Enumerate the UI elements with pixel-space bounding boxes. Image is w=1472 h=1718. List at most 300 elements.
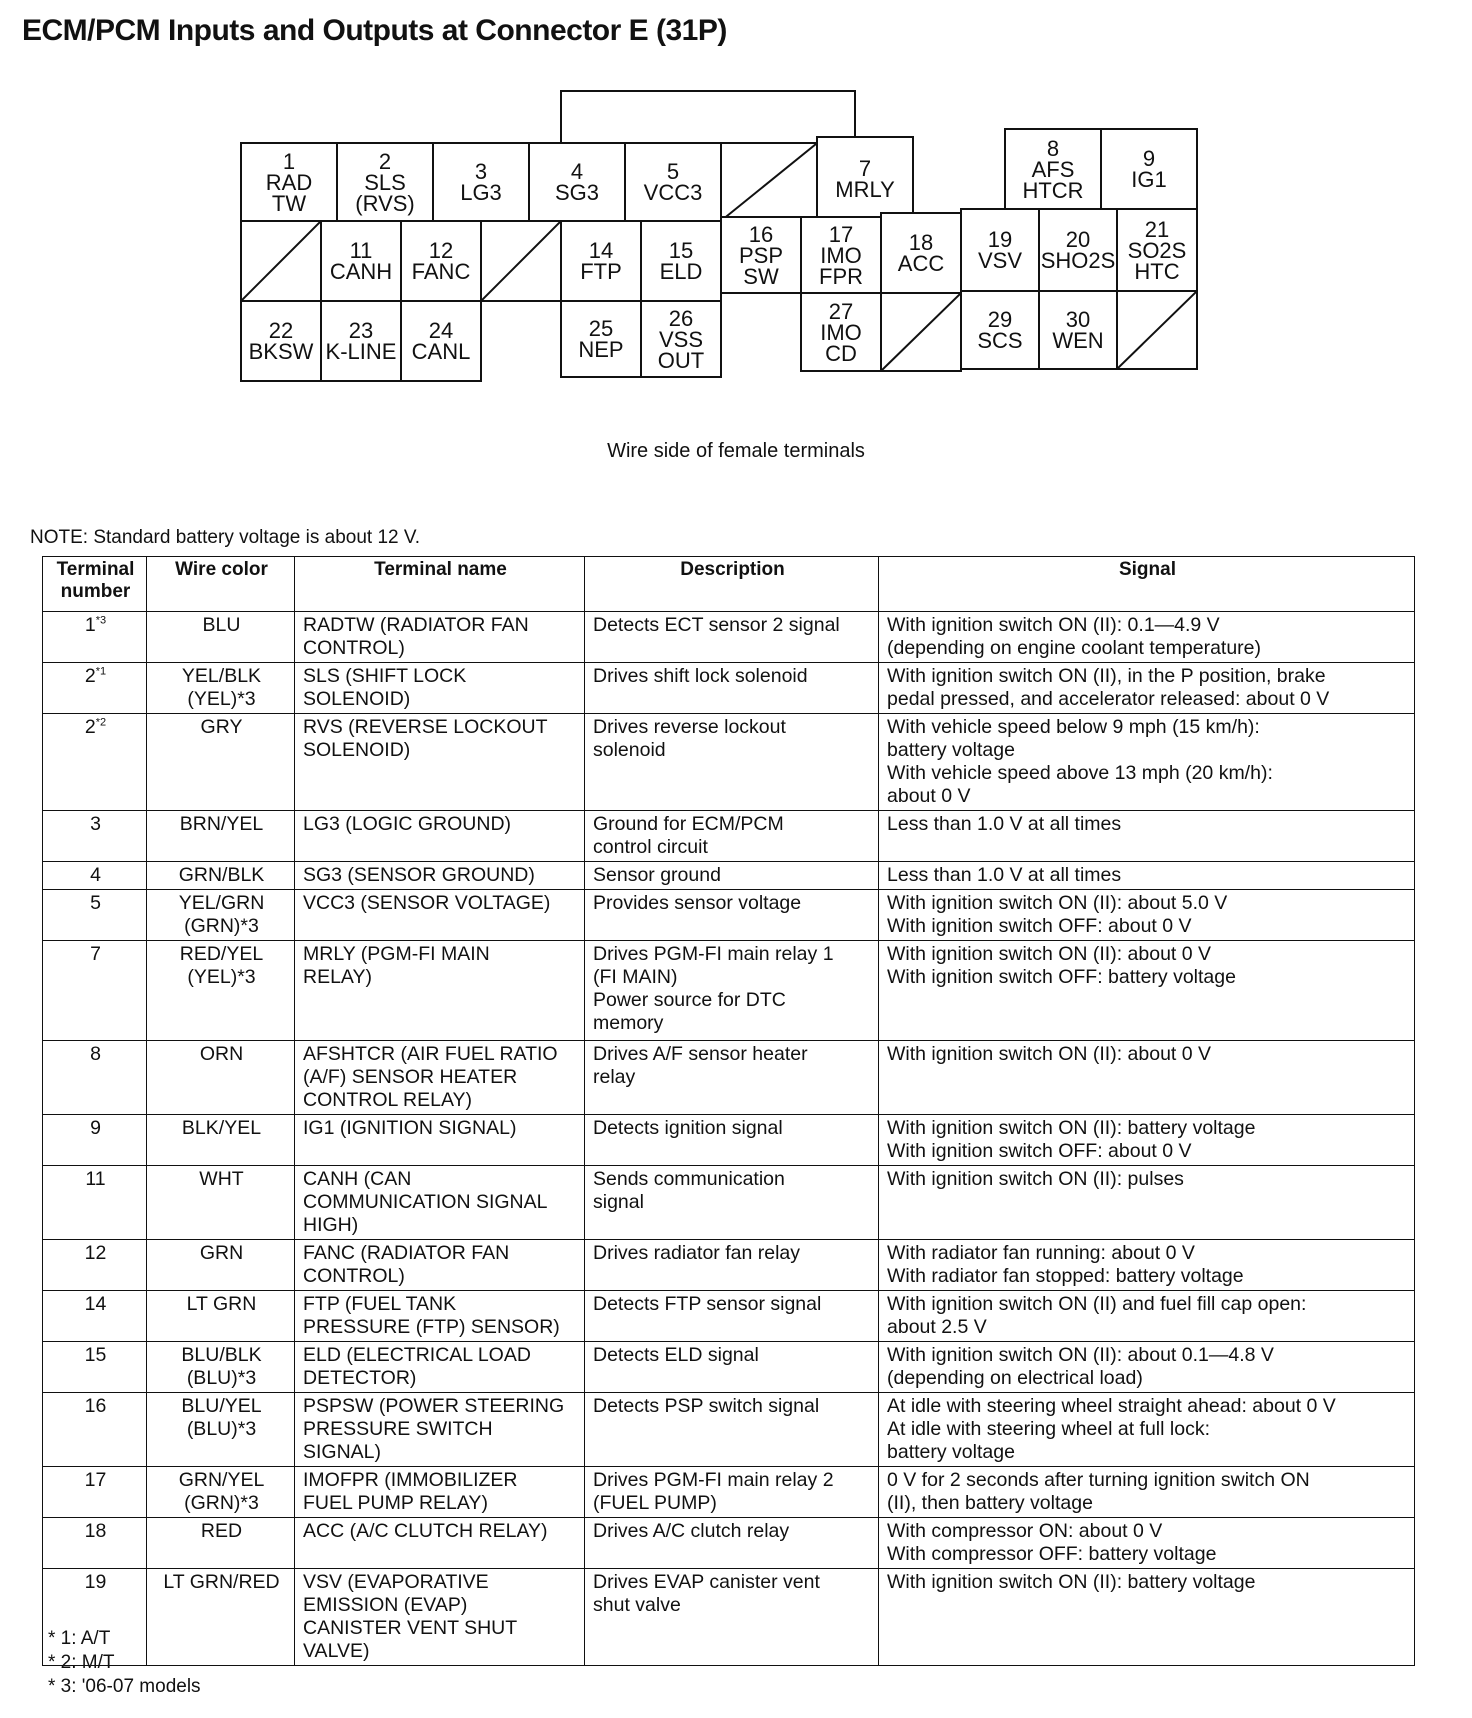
cell-description bbox=[585, 714, 879, 811]
cell-signal-line: battery voltage bbox=[887, 739, 1015, 761]
terminal-30 bbox=[1038, 290, 1118, 370]
cell-description-line: Detects ELD signal bbox=[593, 1344, 759, 1366]
cell-terminal-name-line: CONTROL) bbox=[303, 637, 405, 659]
cell-terminal-name-line: CONTROL) bbox=[303, 1265, 405, 1287]
terminal-19 bbox=[960, 208, 1040, 292]
cell-signal-line: At idle with steering wheel straight ahead: about 0 V bbox=[887, 1395, 1336, 1417]
cell-description bbox=[585, 1115, 879, 1166]
connector-key bbox=[560, 90, 856, 144]
cell-terminal-name bbox=[295, 811, 585, 862]
cell-wire-color-line: GRN bbox=[199, 1242, 244, 1264]
terminal-label: PSP SW bbox=[738, 242, 784, 289]
terminal-number: 27 bbox=[828, 298, 854, 324]
terminal-number: 25 bbox=[588, 316, 614, 341]
cell-wire-color bbox=[147, 1342, 295, 1393]
table-row bbox=[43, 941, 1415, 1041]
cell-signal bbox=[879, 1291, 1415, 1342]
empty-slot-mark bbox=[1118, 292, 1196, 368]
terminal-6-empty bbox=[720, 142, 818, 222]
cell-description-line: Detects FTP sensor signal bbox=[593, 1293, 822, 1315]
cell-wire-color bbox=[147, 714, 295, 811]
cell-description-line: Drives A/C clutch relay bbox=[593, 1520, 790, 1542]
cell-terminal bbox=[43, 890, 147, 941]
terminal-number: 17 bbox=[828, 221, 854, 247]
cell-terminal-name-line: PRESSURE (FTP) SENSOR) bbox=[303, 1316, 560, 1338]
cell-terminal-name-line: PRESSURE SWITCH bbox=[303, 1418, 493, 1440]
footnote-ref: *1 bbox=[95, 665, 107, 678]
cell-signal-line: With compressor OFF: battery voltage bbox=[887, 1543, 1217, 1565]
cell-terminal-name-line: FUEL PUMP RELAY) bbox=[303, 1492, 488, 1514]
terminal-label: CANL bbox=[411, 339, 471, 364]
page-title: ECM/PCM Inputs and Outputs at Connector E (31P) bbox=[22, 14, 727, 47]
table-header-row bbox=[43, 557, 1415, 612]
terminal-18 bbox=[880, 212, 962, 294]
cell-terminal bbox=[43, 1041, 147, 1115]
signal-table bbox=[42, 556, 1415, 1666]
cell-description-line: Detects ECT sensor 2 signal bbox=[593, 614, 840, 636]
cell-signal-line: (depending on electrical load) bbox=[887, 1367, 1143, 1389]
footnote-1: * 1: A/T bbox=[48, 1628, 111, 1649]
terminal-number: 18 bbox=[908, 230, 934, 255]
terminal-label: FTP bbox=[580, 259, 622, 284]
cell-wire-color bbox=[147, 1291, 295, 1342]
cell-terminal-name bbox=[295, 1115, 585, 1166]
cell-signal bbox=[879, 1393, 1415, 1467]
cell-description bbox=[585, 1518, 879, 1569]
cell-signal bbox=[879, 811, 1415, 862]
cell-terminal-name-line: IMOFPR (IMMOBILIZER bbox=[303, 1469, 518, 1491]
cell-description bbox=[585, 890, 879, 941]
terminal-number: 20 bbox=[1065, 227, 1091, 252]
terminal-1 bbox=[240, 142, 338, 222]
terminal-label: NEP bbox=[578, 337, 624, 362]
table-row bbox=[43, 1569, 1415, 1666]
terminal-number: 15 bbox=[668, 238, 694, 263]
cell-terminal-name-line: HIGH) bbox=[303, 1214, 359, 1236]
cell-terminal-name-line: VSV (EVAPORATIVE bbox=[303, 1571, 489, 1593]
cell-wire-color bbox=[147, 1518, 295, 1569]
cell-wire-color bbox=[147, 1467, 295, 1518]
terminal-number: 21 bbox=[1144, 216, 1170, 242]
empty-slot-mark bbox=[882, 294, 960, 370]
terminal-21 bbox=[1116, 208, 1198, 292]
cell-terminal-name bbox=[295, 862, 585, 890]
table-row bbox=[43, 1393, 1415, 1467]
cell-terminal-name-line: LG3 (LOGIC GROUND) bbox=[303, 813, 512, 835]
cell-terminal-name bbox=[295, 1467, 585, 1518]
cell-signal-line: With ignition switch OFF: about 0 V bbox=[887, 1140, 1192, 1162]
cell-terminal-name-line: SOLENOID) bbox=[303, 688, 411, 710]
cell-terminal-name bbox=[295, 1041, 585, 1115]
cell-terminal bbox=[43, 663, 147, 714]
connector-caption: Wire side of female terminals bbox=[607, 440, 865, 462]
cell-terminal-name bbox=[295, 1240, 585, 1291]
empty-slot-mark bbox=[482, 222, 560, 300]
cell-description-line: memory bbox=[593, 1012, 664, 1034]
cell-terminal-name bbox=[295, 714, 585, 811]
cell-terminal-name bbox=[295, 612, 585, 663]
cell-description-line: Drives EVAP canister vent bbox=[593, 1571, 820, 1593]
cell-description-line: Detects ignition signal bbox=[593, 1117, 783, 1139]
cell-terminal-name-line: SG3 (SENSOR GROUND) bbox=[303, 864, 535, 886]
cell-terminal-name bbox=[295, 1569, 585, 1666]
cell-terminal-name bbox=[295, 663, 585, 714]
battery-note: NOTE: Standard battery voltage is about 12 V. bbox=[30, 527, 421, 548]
cell-signal bbox=[879, 941, 1415, 1041]
table-row bbox=[43, 714, 1415, 811]
cell-signal-line: With ignition switch ON (II): about 0.1—4.8 V bbox=[887, 1344, 1274, 1366]
cell-wire-color-line: LT GRN bbox=[186, 1293, 257, 1315]
terminal-22 bbox=[240, 300, 322, 382]
cell-wire-color bbox=[147, 1041, 295, 1115]
terminal-27 bbox=[800, 292, 882, 372]
cell-terminal bbox=[43, 1240, 147, 1291]
terminal-25 bbox=[560, 300, 642, 378]
terminal-number: 14 bbox=[588, 238, 614, 263]
terminal-16 bbox=[720, 216, 802, 294]
cell-wire-color-line: (GRN)*3 bbox=[184, 1492, 259, 1514]
cell-terminal-name-line: COMMUNICATION SIGNAL bbox=[303, 1191, 548, 1213]
cell-terminal bbox=[43, 1467, 147, 1518]
table-row bbox=[43, 663, 1415, 714]
terminal-label: ELD bbox=[659, 259, 703, 284]
cell-wire-color bbox=[147, 1240, 295, 1291]
cell-terminal bbox=[43, 1342, 147, 1393]
cell-signal-line: Less than 1.0 V at all times bbox=[887, 864, 1122, 886]
terminal-17 bbox=[800, 216, 882, 294]
terminal-28-empty bbox=[880, 292, 962, 372]
cell-terminal bbox=[43, 714, 147, 811]
cell-description bbox=[585, 1467, 879, 1518]
cell-wire-color-line: (YEL)*3 bbox=[187, 966, 256, 988]
cell-signal-line: With ignition switch OFF: battery voltage bbox=[887, 966, 1236, 988]
cell-signal-line: With vehicle speed below 9 mph (15 km/h): bbox=[887, 716, 1260, 738]
terminal-value: 4 bbox=[90, 864, 101, 886]
cell-signal-line: With ignition switch ON (II): battery voltage bbox=[887, 1117, 1256, 1139]
terminal-label: SG3 bbox=[554, 180, 600, 205]
cell-terminal bbox=[43, 1518, 147, 1569]
cell-terminal-name-line: SLS (SHIFT LOCK bbox=[303, 665, 467, 687]
terminal-3 bbox=[432, 142, 530, 222]
cell-terminal-name-line: CONTROL RELAY) bbox=[303, 1089, 473, 1111]
cell-terminal bbox=[43, 862, 147, 890]
cell-terminal-name-line: FANC (RADIATOR FAN bbox=[303, 1242, 510, 1264]
cell-terminal-name-line: CANISTER VENT SHUT bbox=[303, 1617, 518, 1639]
terminal-value: 7 bbox=[90, 943, 101, 965]
cell-description-line: Sends communication bbox=[593, 1168, 785, 1190]
footnote-2: * 2: M/T bbox=[48, 1652, 115, 1673]
cell-wire-color-line: (GRN)*3 bbox=[184, 915, 259, 937]
cell-signal-line: With vehicle speed above 13 mph (20 km/h): bbox=[887, 762, 1273, 784]
cell-terminal-name-line: CANH (CAN bbox=[303, 1168, 412, 1190]
cell-wire-color-line: (YEL)*3 bbox=[187, 688, 256, 710]
terminal-label: K-LINE bbox=[325, 339, 397, 364]
terminal-number: 4 bbox=[570, 159, 584, 184]
cell-terminal-name bbox=[295, 1393, 585, 1467]
cell-terminal bbox=[43, 811, 147, 862]
terminal-26 bbox=[640, 300, 722, 378]
cell-signal bbox=[879, 612, 1415, 663]
terminal-number: 8 bbox=[1046, 135, 1060, 161]
header-wire-color: Wire color bbox=[147, 557, 295, 612]
cell-wire-color-line: YEL/BLK bbox=[181, 665, 262, 687]
terminal-label: IG1 bbox=[1131, 167, 1167, 192]
cell-signal-line: battery voltage bbox=[887, 1441, 1015, 1463]
cell-description-line: Drives reverse lockout bbox=[593, 716, 786, 738]
terminal-2 bbox=[336, 142, 434, 222]
terminal-label: VSS OUT bbox=[657, 326, 705, 373]
cell-signal-line: 0 V for 2 seconds after turning ignition switch ON bbox=[887, 1469, 1310, 1491]
cell-signal bbox=[879, 714, 1415, 811]
cell-wire-color-line: BLU/BLK bbox=[181, 1344, 262, 1366]
terminal-value: 1 bbox=[84, 614, 96, 636]
cell-description-line: shut valve bbox=[593, 1594, 681, 1616]
cell-description bbox=[585, 941, 879, 1041]
terminal-number: 24 bbox=[428, 318, 454, 343]
cell-description bbox=[585, 1041, 879, 1115]
cell-wire-color bbox=[147, 890, 295, 941]
terminal-label: SLS (RVS) bbox=[355, 169, 415, 216]
cell-description-line: Detects PSP switch signal bbox=[593, 1395, 820, 1417]
cell-terminal-name-line: SIGNAL) bbox=[303, 1441, 382, 1463]
cell-description-line: relay bbox=[593, 1066, 636, 1088]
cell-description bbox=[585, 811, 879, 862]
cell-description-line: Provides sensor voltage bbox=[593, 892, 802, 914]
terminal-7 bbox=[816, 136, 914, 222]
cell-description-line: solenoid bbox=[593, 739, 666, 761]
cell-terminal-name-line: MRLY (PGM-FI MAIN bbox=[303, 943, 490, 965]
table-row bbox=[43, 612, 1415, 663]
cell-wire-color bbox=[147, 612, 295, 663]
terminal-value: 8 bbox=[90, 1043, 101, 1065]
header-terminal-number: Terminal number bbox=[43, 557, 147, 612]
terminal-value: 18 bbox=[84, 1520, 107, 1542]
cell-wire-color-line: BLU/YEL bbox=[181, 1395, 262, 1417]
cell-signal-line: (depending on engine coolant temperature) bbox=[887, 637, 1262, 659]
cell-wire-color-line: YEL/GRN bbox=[178, 892, 265, 914]
cell-terminal-name-line: ELD (ELECTRICAL LOAD bbox=[303, 1344, 531, 1366]
terminal-number: 22 bbox=[268, 318, 294, 343]
cell-signal-line: With ignition switch ON (II): pulses bbox=[887, 1168, 1184, 1190]
cell-signal-line: With ignition switch ON (II): about 0 V bbox=[887, 943, 1212, 965]
table-row bbox=[43, 811, 1415, 862]
cell-terminal-name bbox=[295, 1518, 585, 1569]
cell-wire-color-line: (BLU)*3 bbox=[186, 1418, 257, 1440]
cell-terminal-name-line: DETECTOR) bbox=[303, 1367, 417, 1389]
table-row bbox=[43, 1467, 1415, 1518]
cell-wire-color-line: WHT bbox=[199, 1168, 244, 1190]
cell-description bbox=[585, 1291, 879, 1342]
cell-terminal bbox=[43, 1291, 147, 1342]
cell-terminal-name-line: ACC (A/C CLUTCH RELAY) bbox=[303, 1520, 548, 1542]
table-row bbox=[43, 1342, 1415, 1393]
cell-wire-color bbox=[147, 862, 295, 890]
terminal-value: 12 bbox=[84, 1242, 107, 1264]
terminal-number: 2 bbox=[378, 148, 392, 174]
cell-signal bbox=[879, 1569, 1415, 1666]
cell-terminal-name bbox=[295, 941, 585, 1041]
cell-terminal-name bbox=[295, 1342, 585, 1393]
terminal-label: IMO CD bbox=[820, 319, 862, 366]
cell-signal bbox=[879, 1240, 1415, 1291]
terminal-number: 30 bbox=[1065, 307, 1091, 332]
terminal-number: 5 bbox=[666, 159, 680, 184]
cell-terminal-name-line: SOLENOID) bbox=[303, 739, 411, 761]
cell-terminal-name-line: RELAY) bbox=[303, 966, 372, 988]
table-row bbox=[43, 1041, 1415, 1115]
terminal-23 bbox=[320, 300, 402, 382]
cell-terminal bbox=[43, 1166, 147, 1240]
terminal-label: SO2S HTC bbox=[1127, 237, 1187, 284]
cell-wire-color bbox=[147, 1115, 295, 1166]
terminal-15 bbox=[640, 220, 722, 302]
cell-terminal-name-line: (A/F) SENSOR HEATER bbox=[303, 1066, 518, 1088]
cell-wire-color bbox=[147, 1569, 295, 1666]
cell-signal-line: about 2.5 V bbox=[887, 1316, 987, 1338]
cell-terminal-name-line: FTP (FUEL TANK bbox=[303, 1293, 457, 1315]
cell-wire-color-line: BRN/YEL bbox=[179, 813, 264, 835]
cell-description bbox=[585, 1569, 879, 1666]
cell-signal-line: With ignition switch OFF: about 0 V bbox=[887, 915, 1192, 937]
cell-description bbox=[585, 1166, 879, 1240]
cell-description-line: Drives PGM-FI main relay 2 bbox=[593, 1469, 834, 1491]
terminal-24 bbox=[400, 300, 482, 382]
terminal-11 bbox=[320, 220, 402, 302]
cell-terminal-name bbox=[295, 1166, 585, 1240]
connector-diagram bbox=[0, 0, 1472, 400]
terminal-label: BKSW bbox=[248, 339, 314, 364]
cell-description-line: Drives radiator fan relay bbox=[593, 1242, 800, 1264]
cell-signal bbox=[879, 890, 1415, 941]
header-terminal-name: Terminal name bbox=[295, 557, 585, 612]
cell-signal-line: At idle with steering wheel at full lock: bbox=[887, 1418, 1210, 1440]
cell-signal bbox=[879, 862, 1415, 890]
cell-wire-color-line: LT GRN/RED bbox=[163, 1571, 280, 1593]
cell-description-line: Ground for ECM/PCM bbox=[593, 813, 784, 835]
footnote-ref: *3 bbox=[95, 614, 107, 627]
cell-signal-line: (II), then battery voltage bbox=[887, 1492, 1093, 1514]
cell-terminal-name-line: EMISSION (EVAP) bbox=[303, 1594, 468, 1616]
cell-signal-line: With ignition switch ON (II) and fuel fill cap open: bbox=[887, 1293, 1307, 1315]
cell-description bbox=[585, 1342, 879, 1393]
cell-signal-line: Less than 1.0 V at all times bbox=[887, 813, 1122, 835]
cell-wire-color bbox=[147, 663, 295, 714]
terminal-label: CANH bbox=[329, 259, 393, 284]
terminal-10-empty bbox=[240, 220, 322, 302]
cell-signal bbox=[879, 1041, 1415, 1115]
table-row bbox=[43, 1291, 1415, 1342]
terminal-29 bbox=[960, 290, 1040, 370]
terminal-number: 19 bbox=[987, 227, 1013, 252]
header-description: Description bbox=[585, 557, 879, 612]
cell-terminal-name-line: RADTW (RADIATOR FAN bbox=[303, 614, 529, 636]
terminal-9 bbox=[1100, 128, 1198, 210]
terminal-number: 3 bbox=[474, 159, 488, 184]
empty-slot-mark bbox=[722, 144, 816, 220]
cell-wire-color-line: RED/YEL bbox=[179, 943, 264, 965]
terminal-value: 19 bbox=[84, 1571, 107, 1593]
cell-signal bbox=[879, 1166, 1415, 1240]
cell-terminal bbox=[43, 1393, 147, 1467]
terminal-value: 3 bbox=[90, 813, 101, 835]
cell-description-line: (FI MAIN) bbox=[593, 966, 678, 988]
terminal-number: 1 bbox=[282, 148, 296, 174]
terminal-value: 5 bbox=[90, 892, 101, 914]
terminal-value: 11 bbox=[85, 1168, 106, 1190]
terminal-value: 16 bbox=[84, 1395, 107, 1417]
cell-signal bbox=[879, 1518, 1415, 1569]
cell-terminal-name-line: AFSHTCR (AIR FUEL RATIO bbox=[303, 1043, 558, 1065]
terminal-14 bbox=[560, 220, 642, 302]
cell-terminal bbox=[43, 1115, 147, 1166]
terminal-number: 26 bbox=[668, 305, 694, 331]
terminal-label: ACC bbox=[897, 251, 945, 276]
terminal-31-empty bbox=[1116, 290, 1198, 370]
cell-terminal bbox=[43, 1569, 147, 1666]
cell-signal-line: pedal pressed, and accelerator released: about 0 V bbox=[887, 688, 1330, 710]
terminal-4 bbox=[528, 142, 626, 222]
cell-signal bbox=[879, 1115, 1415, 1166]
terminal-number: 11 bbox=[349, 238, 373, 263]
cell-terminal-name-line: IG1 (IGNITION SIGNAL) bbox=[303, 1117, 517, 1139]
cell-wire-color-line: BLU bbox=[202, 614, 241, 636]
terminal-number: 23 bbox=[348, 318, 374, 343]
terminal-13-empty bbox=[480, 220, 562, 302]
cell-wire-color-line: (BLU)*3 bbox=[186, 1367, 257, 1389]
cell-signal-line: With ignition switch ON (II), in the P position, brake bbox=[887, 665, 1326, 687]
table-row bbox=[43, 1240, 1415, 1291]
cell-terminal-name-line: RVS (REVERSE LOCKOUT bbox=[303, 716, 548, 738]
terminal-label: RAD TW bbox=[265, 169, 313, 216]
cell-signal bbox=[879, 1467, 1415, 1518]
footnote-ref: *2 bbox=[95, 716, 107, 729]
terminal-label: WEN bbox=[1052, 328, 1104, 353]
cell-description bbox=[585, 663, 879, 714]
cell-signal bbox=[879, 663, 1415, 714]
cell-terminal-name bbox=[295, 1291, 585, 1342]
terminal-label: SHO2S bbox=[1040, 248, 1116, 273]
terminal-value: 2 bbox=[84, 716, 96, 738]
cell-wire-color-line: GRY bbox=[200, 716, 243, 738]
table-row bbox=[43, 1166, 1415, 1240]
cell-terminal-name-line: VALVE) bbox=[303, 1640, 370, 1662]
cell-signal-line: With ignition switch ON (II): battery voltage bbox=[887, 1571, 1256, 1593]
cell-wire-color-line: GRN/BLK bbox=[178, 864, 265, 886]
terminal-label: AFS HTCR bbox=[1022, 156, 1084, 203]
cell-wire-color bbox=[147, 1166, 295, 1240]
cell-signal-line: about 0 V bbox=[887, 785, 971, 807]
terminal-label: LG3 bbox=[460, 180, 502, 205]
cell-description bbox=[585, 862, 879, 890]
cell-wire-color bbox=[147, 1393, 295, 1467]
cell-terminal bbox=[43, 612, 147, 663]
terminal-number: 7 bbox=[858, 156, 872, 181]
cell-signal-line: With radiator fan running: about 0 V bbox=[887, 1242, 1195, 1264]
cell-terminal-name-line: VCC3 (SENSOR VOLTAGE) bbox=[303, 892, 551, 914]
terminal-label: IMO FPR bbox=[819, 242, 863, 289]
cell-description-line: Power source for DTC bbox=[593, 989, 786, 1011]
cell-wire-color-line: BLK/YEL bbox=[181, 1117, 262, 1139]
cell-signal-line: With ignition switch ON (II): about 5.0 V bbox=[887, 892, 1228, 914]
cell-wire-color bbox=[147, 941, 295, 1041]
cell-signal-line: With ignition switch ON (II): about 0 V bbox=[887, 1043, 1212, 1065]
cell-description-line: Drives A/F sensor heater bbox=[593, 1043, 808, 1065]
terminal-value: 17 bbox=[84, 1469, 107, 1491]
terminal-label: FANC bbox=[411, 259, 471, 284]
cell-description-line: Sensor ground bbox=[593, 864, 721, 886]
cell-wire-color-line: ORN bbox=[199, 1043, 244, 1065]
terminal-label: VCC3 bbox=[643, 180, 703, 205]
